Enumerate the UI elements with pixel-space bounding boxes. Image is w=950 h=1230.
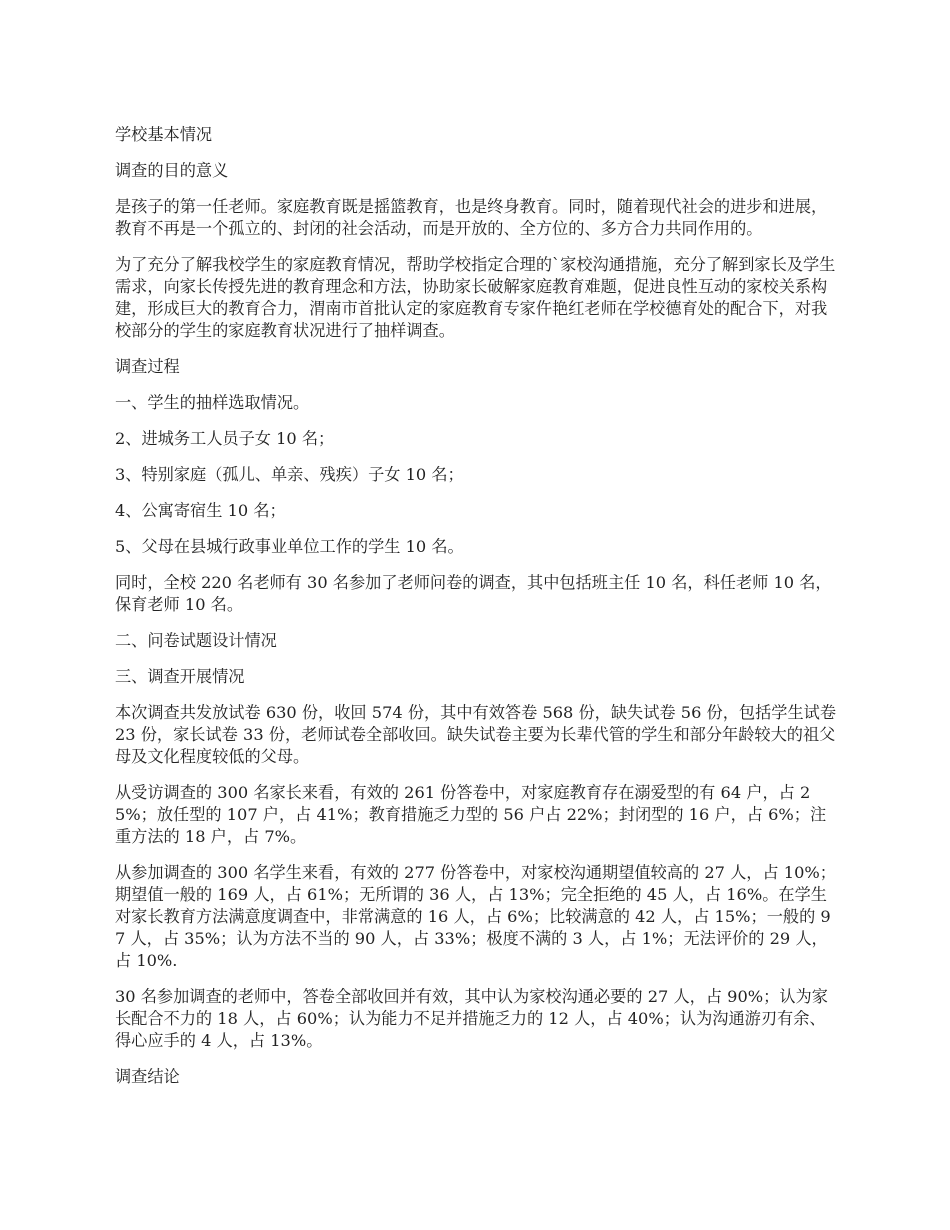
paragraph-first-teacher: 是孩子的第一任老师。家庭教育既是摇篮教育，也是终身教育。同时，随着现代社会的进步和进展，教育不再是一个孤立的、封闭的社会活动，而是开放的、全方位的、多方合力共同作用的。 xyxy=(115,197,828,238)
heading-survey-conclusion: 调查结论 xyxy=(115,1067,180,1086)
paragraph-survey-intent: 为了充分了解我校学生的家庭教育情况，帮助学校指定合理的`家校沟通措施，充分了解到家长及学生需求，向家长传授先进的教育理念和方法，协助家长破解家庭教育难题，促进良性互动的家校关系构建，形成巨大的教育合力，渭南市首批认定的家庭教育专家仵艳红老师在学校德育处的配合下，对我校部分的学生的家庭教育状况进行了抽样调查。 xyxy=(115,255,836,340)
paragraph-parent-results: 从受访调查的 300 名家长来看，有效的 261 份答卷中，对家庭教育存在溺爱型的有 64 户，占 25%；放任型的 107 户，占 41%；教育措施乏力型的 56 户占 22%；封闭型的 16 户，占 6%；注重方法的 18 户，占 7%。 xyxy=(115,783,827,846)
paragraph-teacher-participation: 同时，全校 220 名老师有 30 名参加了老师问卷的调查，其中包括班主任 10 名，科任老师 10 名，保育老师 10 名。 xyxy=(115,573,832,614)
list-item-sampling: 一、学生的抽样选取情况。 xyxy=(115,393,310,412)
paragraph-teacher-results: 30 名参加调查的老师中，答卷全部收回并有效，其中认为家校沟通必要的 27 人，占 90%；认为家长配合不力的 18 人，占 60%；认为能力不足并措施乏力的 12 人，占 40%；认为沟通游刃有余、得心应手的 4 人，占 13%。 xyxy=(115,987,828,1050)
list-item-migrant-children: 2、进城务工人员子女 10 名； xyxy=(115,429,335,448)
document-page xyxy=(115,124,840,1102)
heading-survey-process: 调查过程 xyxy=(115,357,180,376)
list-item-civil-servant-parents: 5、父母在县城行政事业单位工作的学生 10 名。 xyxy=(115,537,464,556)
heading-survey-conduct: 三、调查开展情况 xyxy=(115,667,245,686)
heading-survey-purpose: 调查的目的意义 xyxy=(115,161,229,180)
list-item-special-families: 3、特别家庭（孤儿、单亲、残疾）子女 10 名； xyxy=(115,465,464,484)
heading-school-info: 学校基本情况 xyxy=(115,125,213,144)
paragraph-distribution-stats: 本次调查共发放试卷 630 份，收回 574 份，其中有效答卷 568 份，缺失试卷 56 份，包括学生试卷 23 份，家长试卷 33 份，老师试卷全部收回。缺失试卷主要为长辈代管的学生和部分年龄较大的祖父母及文化程度较低的父母。 xyxy=(115,703,837,766)
list-item-boarders: 4、公寓寄宿生 10 名； xyxy=(115,501,286,520)
heading-questionnaire-design: 二、问卷试题设计情况 xyxy=(115,631,277,650)
paragraph-student-results: 从参加调查的 300 名学生来看，有效的 277 份答卷中，对家校沟通期望值较高的 27 人，占 10%；期望值一般的 169 人，占 61%；无所谓的 36 人，占 13%；完全拒绝的 45 人，占 16%。在学生对家长教育方法满意度调查中，非常满意的 16 人，占 6%；比较满意的 42 人，占 15%；一般的 97 人，占 35%；认为方法不当的 90 人，占 33%；极度不满的 3 人，占 1%；无法评价的 29 人，占 10%. xyxy=(115,863,836,970)
